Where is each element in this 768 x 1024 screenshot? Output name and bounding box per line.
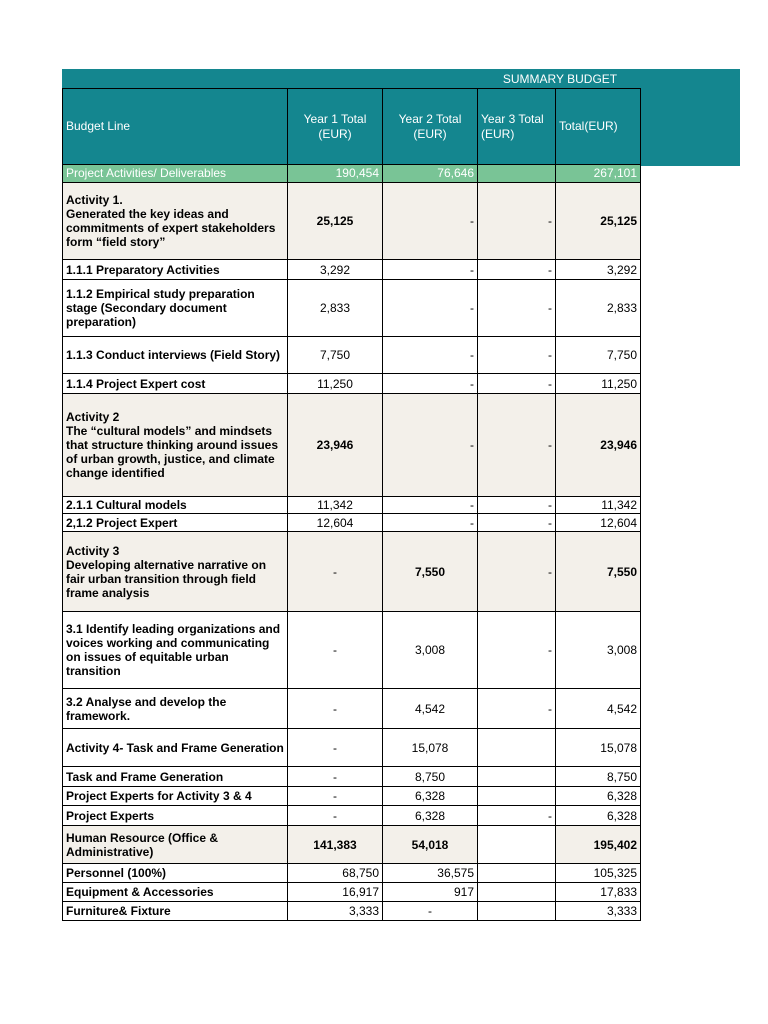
year1-cell: 23,946: [288, 394, 383, 497]
summary-budget-title: SUMMARY BUDGET: [502, 72, 618, 86]
table-row: [63, 729, 641, 767]
year3-cell: -: [478, 514, 556, 532]
year2-cell: 15,078: [383, 729, 478, 767]
year1-cell: 141,383: [288, 826, 383, 864]
total-cell: 17,833: [556, 883, 641, 902]
year1-cell: 25,125: [288, 183, 383, 260]
row-label: 1.1.4 Project Expert cost: [63, 374, 288, 394]
year2-cell: 76,646: [383, 165, 478, 183]
row-label: [63, 532, 288, 612]
year2-cell: 917: [383, 883, 478, 902]
year1-cell: 190,454: [288, 165, 383, 183]
year2-cell: -: [383, 183, 478, 260]
year3-cell: [478, 729, 556, 767]
year1-cell: -: [288, 612, 383, 689]
activity-heading: Activity 2 The “cultural models” and mindsets that structure thinking around issues of urban growth, justice, and climate change identified: [66, 410, 279, 480]
year2-cell: 6,328: [383, 787, 478, 806]
total-cell: 11,342: [556, 497, 641, 514]
total-cell: 267,101: [556, 165, 641, 183]
row-label: 3.1 Identify leading organizations and voices working and communicating on issues of equitable urban transition: [63, 612, 288, 689]
total-cell: 105,325: [556, 864, 641, 883]
table-row: [63, 806, 641, 826]
year1-cell: 3,333: [288, 902, 383, 921]
col-header-year2: Year 2 Total (EUR): [383, 89, 478, 165]
row-label: Activity 4- Task and Frame Generation: [63, 729, 288, 767]
table-row: [63, 280, 641, 337]
total-cell: 3,008: [556, 612, 641, 689]
total-cell: 23,946: [556, 394, 641, 497]
year1-cell: 68,750: [288, 864, 383, 883]
total-cell: 7,750: [556, 337, 641, 374]
year1-cell: 11,250: [288, 374, 383, 394]
total-cell: 11,250: [556, 374, 641, 394]
row-label: 3.2 Analyse and develop the framework.: [63, 689, 288, 729]
year2-cell: -: [383, 902, 478, 921]
total-cell: 15,078: [556, 729, 641, 767]
table-row: [63, 183, 641, 260]
year1-cell: -: [288, 729, 383, 767]
year2-cell: 36,575: [383, 864, 478, 883]
col-header-total: Total(EUR): [556, 89, 641, 165]
table-row: [63, 532, 641, 612]
year2-cell: 7,550: [383, 532, 478, 612]
table-row: [63, 612, 641, 689]
row-label: Human Resource (Office & Administrative): [63, 826, 288, 864]
year3-cell: [478, 883, 556, 902]
year3-cell: -: [478, 394, 556, 497]
row-label: 1.1.3 Conduct interviews (Field Story): [63, 337, 288, 374]
year1-cell: -: [288, 806, 383, 826]
table-row: [63, 864, 641, 883]
year2-cell: -: [383, 337, 478, 374]
year1-cell: -: [288, 767, 383, 787]
year2-cell: 8,750: [383, 767, 478, 787]
row-label: Project Experts: [63, 806, 288, 826]
table-row: [63, 165, 641, 183]
table-row: [63, 767, 641, 787]
row-label: [63, 394, 288, 497]
year3-cell: [478, 767, 556, 787]
row-label: 1.1.2 Empirical study preparation stage (Secondary document preparation): [63, 280, 288, 337]
total-cell: 7,550: [556, 532, 641, 612]
year3-cell: -: [478, 689, 556, 729]
total-cell: 25,125: [556, 183, 641, 260]
year3-cell: -: [478, 374, 556, 394]
budget-table: [62, 88, 641, 921]
year2-cell: -: [383, 280, 478, 337]
year2-cell: 6,328: [383, 806, 478, 826]
year1-cell: 2,833: [288, 280, 383, 337]
table-row: [63, 902, 641, 921]
row-label: Task and Frame Generation: [63, 767, 288, 787]
year3-cell: -: [478, 260, 556, 280]
total-cell: 6,328: [556, 806, 641, 826]
table-row: [63, 689, 641, 729]
year1-cell: 12,604: [288, 514, 383, 532]
total-cell: 8,750: [556, 767, 641, 787]
table-row: [63, 374, 641, 394]
total-cell: 3,292: [556, 260, 641, 280]
table-row: [63, 260, 641, 280]
year3-cell: [478, 787, 556, 806]
year1-cell: -: [288, 532, 383, 612]
year1-cell: -: [288, 689, 383, 729]
table-row: [63, 514, 641, 532]
year2-cell: -: [383, 374, 478, 394]
year3-cell: [478, 902, 556, 921]
year1-cell: 11,342: [288, 497, 383, 514]
row-label: Personnel (100%): [63, 864, 288, 883]
year3-cell: -: [478, 183, 556, 260]
year3-cell: -: [478, 280, 556, 337]
year2-cell: -: [383, 394, 478, 497]
row-label: Project Activities/ Deliverables: [63, 165, 288, 183]
year2-cell: 4,542: [383, 689, 478, 729]
year1-cell: -: [288, 787, 383, 806]
row-label: Equipment & Accessories: [63, 883, 288, 902]
row-label: [63, 183, 288, 260]
year2-cell: -: [383, 514, 478, 532]
col-header-year1: Year 1 Total (EUR): [288, 89, 383, 165]
year1-cell: 3,292: [288, 260, 383, 280]
year3-cell: -: [478, 806, 556, 826]
col-header-budget-line: Budget Line: [63, 89, 288, 165]
year1-cell: 16,917: [288, 883, 383, 902]
activity-heading: Activity 1. Generated the key ideas and commitments of expert stakeholders form “field story”: [66, 193, 276, 249]
year1-cell: 7,750: [288, 337, 383, 374]
year2-cell: 54,018: [383, 826, 478, 864]
year2-cell: -: [383, 497, 478, 514]
table-row: [63, 787, 641, 806]
col-header-year3: Year 3 Total (EUR): [478, 89, 556, 165]
total-cell: 12,604: [556, 514, 641, 532]
year3-cell: [478, 165, 556, 183]
header-row: [63, 89, 641, 165]
year3-cell: -: [478, 497, 556, 514]
row-label: Furniture& Fixture: [63, 902, 288, 921]
year3-cell: -: [478, 532, 556, 612]
year2-cell: 3,008: [383, 612, 478, 689]
row-label: 2.1.1 Cultural models: [63, 497, 288, 514]
year3-cell: [478, 826, 556, 864]
total-cell: 3,333: [556, 902, 641, 921]
row-label: 2,1.2 Project Expert: [63, 514, 288, 532]
year2-cell: -: [383, 260, 478, 280]
table-row: [63, 826, 641, 864]
year3-cell: -: [478, 612, 556, 689]
table-row: [63, 883, 641, 902]
row-label: 1.1.1 Preparatory Activities: [63, 260, 288, 280]
total-cell: 2,833: [556, 280, 641, 337]
year3-cell: [478, 864, 556, 883]
row-label: Project Experts for Activity 3 & 4: [63, 787, 288, 806]
total-cell: 4,542: [556, 689, 641, 729]
year3-cell: -: [478, 337, 556, 374]
total-cell: 6,328: [556, 787, 641, 806]
table-row: [63, 394, 641, 497]
activity-heading: Activity 3 Developing alternative narrative on fair urban transition through field frame analysis: [66, 543, 267, 600]
total-cell: 195,402: [556, 826, 641, 864]
table-row: [63, 497, 641, 514]
table-row: [63, 337, 641, 374]
